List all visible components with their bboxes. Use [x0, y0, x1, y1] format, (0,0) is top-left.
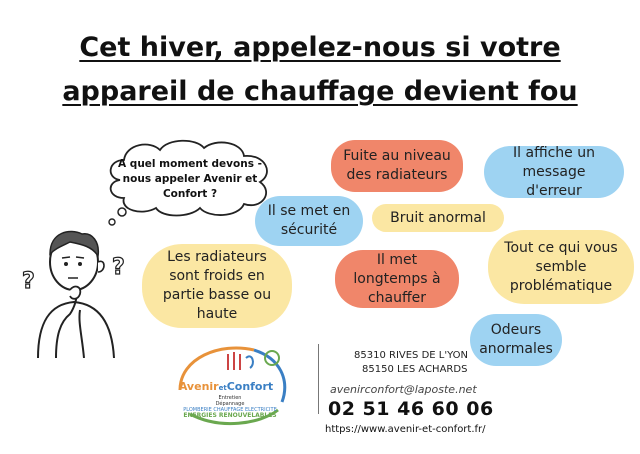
- bubble-longtemps: Il met longtemps à chauffer: [335, 250, 459, 308]
- address-line2: 85150 LES ACHARDS: [362, 364, 468, 375]
- logo-wordmark: [156, 380, 296, 393]
- thought-text: A quel moment devons - nous appeler Avenir et Confort ?: [118, 158, 262, 200]
- bubble-fuite: Fuite au niveau des radiateurs: [331, 140, 463, 192]
- logo-name-part1: Avenir: [178, 380, 219, 393]
- bubble-radiateurs-froids: Les radiateurs sont froids en partie basse ou haute: [142, 244, 292, 328]
- logo-line3: PLOMBERIE CHAUFFAGE ELECTRICITE: [183, 407, 277, 413]
- bubble-message-erreur: Il affiche un message d'erreur: [484, 146, 624, 198]
- bubble-bruit: Bruit anormal: [372, 204, 504, 232]
- website-link[interactable]: https://www.avenir-et-confort.fr/: [325, 424, 486, 435]
- logo-name-part3: Confort: [226, 380, 274, 393]
- logo-line4: ENERGIES RENOUVELABLES: [183, 412, 277, 419]
- bubble-problematique: Tout ce qui vous semble problématique: [488, 230, 634, 304]
- bubble-securite: Il se met en sécurité: [255, 196, 363, 246]
- svg-text:?: ?: [22, 269, 35, 294]
- company-logo: [150, 340, 300, 430]
- email-link[interactable]: avenirconfort@laposte.net: [330, 383, 477, 396]
- logo-line2: Dépannage: [215, 401, 245, 407]
- logo-line1: Entretien: [218, 395, 242, 401]
- contact-divider: [318, 344, 319, 414]
- page-title-line1: Cet hiver, appelez-nous si votre: [79, 32, 561, 63]
- thinking-person-icon: [20, 218, 140, 358]
- bubble-odeurs: Odeurs anormales: [470, 314, 562, 366]
- address-line1: 85310 RIVES DE L'YON: [354, 350, 469, 361]
- svg-text:?: ?: [112, 255, 125, 280]
- page-title-line2: appareil de chauffage devient fou: [62, 76, 578, 107]
- logo-text-block: [170, 395, 290, 419]
- phone-number[interactable]: 02 51 46 60 06: [328, 398, 494, 420]
- logo-name-part2: et: [218, 384, 227, 392]
